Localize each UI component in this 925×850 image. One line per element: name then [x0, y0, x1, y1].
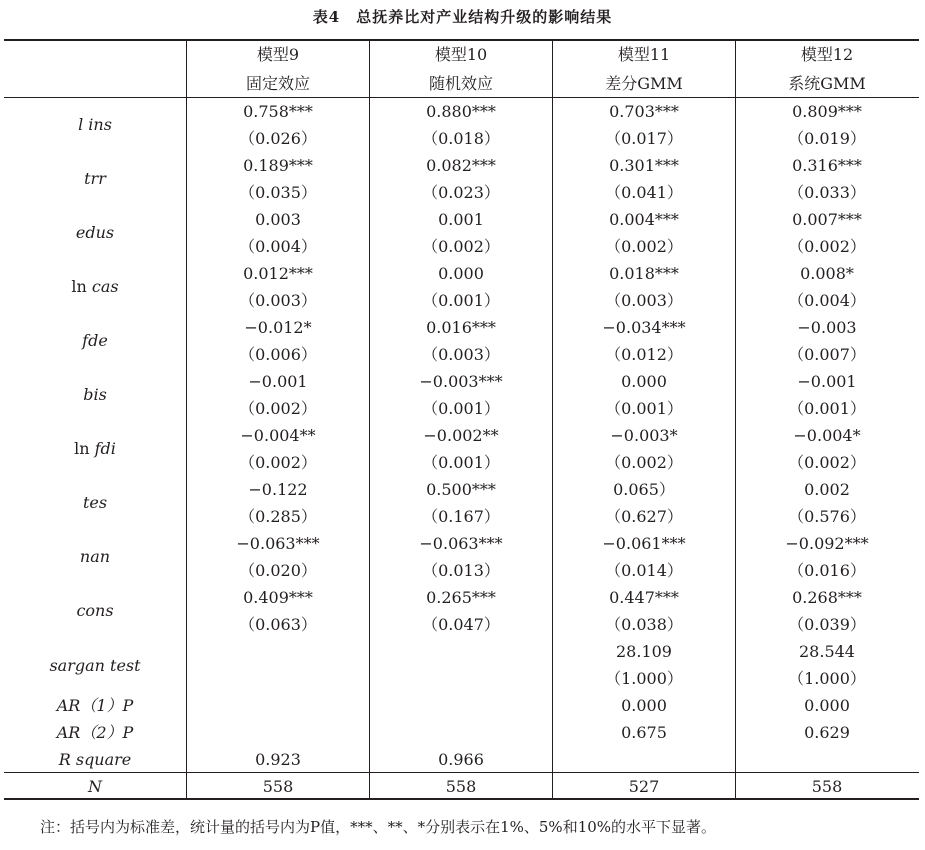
- std-error-cell: （0.020）: [239, 561, 317, 580]
- std-error-cell: （0.001）: [788, 399, 866, 418]
- std-error-cell: （0.002）: [239, 453, 317, 472]
- sargan-p: （1.000）: [605, 669, 683, 688]
- coefficient-cell: 0.880***: [426, 102, 496, 121]
- std-error-cell: （0.003）: [422, 345, 500, 364]
- sargan-value: [370, 638, 552, 665]
- row-label-variable: [4, 219, 186, 246]
- rsquare-value: [736, 746, 918, 773]
- column-header-method: 固定效应: [245, 74, 310, 93]
- std-error-cell: （0.001）: [422, 453, 500, 472]
- coefficient-cell: 0.082***: [426, 156, 496, 175]
- column-header-model: 模型9: [256, 45, 300, 64]
- std-error-cell: （0.576）: [788, 507, 866, 526]
- ar2-value: 0.629: [804, 723, 850, 742]
- row-label-ar1: AR（1）P: [56, 696, 134, 715]
- std-error-cell: （0.016）: [788, 561, 866, 580]
- row-label-variable: [4, 489, 186, 516]
- column-header-model: 模型11: [617, 45, 671, 64]
- coefficient-cell: −0.003***: [419, 372, 503, 391]
- coefficient-cell: 0.000: [438, 264, 484, 283]
- variable-name: l ins: [78, 115, 112, 134]
- coefficient-cell: 0.316***: [792, 156, 862, 175]
- coefficient-cell: −0.012*: [244, 318, 312, 337]
- std-error-cell: （0.167）: [422, 507, 500, 526]
- std-error-cell: （0.007）: [788, 345, 866, 364]
- rsquare-value: 0.923: [255, 750, 301, 769]
- row-label-variable: [4, 111, 186, 138]
- row-label-n: N: [88, 777, 102, 796]
- std-error-cell: （0.001）: [422, 399, 500, 418]
- ar2-value: 0.675: [621, 723, 667, 742]
- coefficient-cell: 0.002: [804, 480, 850, 499]
- std-error-cell: （0.033）: [788, 183, 866, 202]
- coefficient-cell: −0.122: [248, 480, 308, 499]
- ar1-value: [187, 692, 369, 719]
- table-note: 注：括号内为标准差，统计量的括号内为P值，***、**、*分别表示在1%、5%和10%的水平下显著。: [40, 818, 717, 836]
- coefficient-cell: 0.001: [438, 210, 484, 229]
- row-label-sargan: sargan test: [49, 656, 141, 675]
- rsquare-value: 0.966: [438, 750, 484, 769]
- coefficient-cell: 0.016***: [426, 318, 496, 337]
- variable-name: fde: [82, 331, 108, 350]
- n-value: 558: [811, 777, 843, 796]
- variable-name: trr: [84, 169, 106, 188]
- std-error-cell: （0.001）: [605, 399, 683, 418]
- variable-prefix: ln: [71, 277, 92, 296]
- ar1-value: [370, 692, 552, 719]
- coefficient-cell: −0.002**: [423, 426, 499, 445]
- row-label-rsquare: R square: [58, 750, 132, 769]
- column-header-method: 随机效应: [428, 74, 493, 93]
- coefficient-cell: −0.003*: [610, 426, 678, 445]
- row-label-variable: [4, 435, 186, 462]
- variable-name: bis: [83, 385, 107, 404]
- std-error-cell: （0.002）: [788, 453, 866, 472]
- std-error-cell: （0.038）: [605, 615, 683, 634]
- n-value: 527: [628, 777, 660, 796]
- row-label-variable: [4, 381, 186, 408]
- sargan-p: [370, 665, 552, 692]
- ar1-value: 0.000: [621, 696, 667, 715]
- std-error-cell: （0.014）: [605, 561, 683, 580]
- coefficient-cell: 0.758***: [243, 102, 313, 121]
- std-error-cell: （0.001）: [422, 291, 500, 310]
- coefficient-cell: 0.008*: [800, 264, 854, 283]
- std-error-cell: （0.003）: [239, 291, 317, 310]
- n-value: 558: [445, 777, 477, 796]
- rsquare-value: [553, 746, 735, 773]
- std-error-cell: （0.002）: [239, 399, 317, 418]
- coefficient-cell: −0.061***: [602, 534, 686, 553]
- row-label-variable: [4, 165, 186, 192]
- coefficient-cell: −0.003: [797, 318, 857, 337]
- sargan-value: 28.544: [799, 642, 855, 661]
- std-error-cell: （0.285）: [239, 507, 317, 526]
- coefficient-cell: 0.703***: [609, 102, 679, 121]
- coefficient-cell: 0.065）: [613, 480, 675, 499]
- variable-name: tes: [82, 493, 108, 512]
- coefficient-cell: 0.004***: [609, 210, 679, 229]
- std-error-cell: （0.047）: [422, 615, 500, 634]
- ar2-value: [370, 719, 552, 746]
- std-error-cell: （0.002）: [422, 237, 500, 256]
- coefficient-cell: −0.001: [248, 372, 308, 391]
- n-value: 558: [262, 777, 294, 796]
- row-label-variable: [4, 543, 186, 570]
- coefficient-cell: 0.301***: [609, 156, 679, 175]
- variable-name: nan: [79, 547, 111, 566]
- std-error-cell: （0.004）: [239, 237, 317, 256]
- coefficient-cell: 0.409***: [243, 588, 313, 607]
- row-label-variable: [4, 273, 186, 300]
- std-error-cell: （0.012）: [605, 345, 683, 364]
- std-error-cell: （0.063）: [239, 615, 317, 634]
- coefficient-cell: 0.000: [621, 372, 667, 391]
- coefficient-cell: 0.189***: [243, 156, 313, 175]
- std-error-cell: （0.627）: [605, 507, 683, 526]
- row-label-ar2: AR（2）P: [56, 723, 134, 742]
- coefficient-cell: 0.012***: [243, 264, 313, 283]
- column-header-method: 差分GMM: [605, 74, 683, 93]
- coefficient-cell: 0.500***: [426, 480, 496, 499]
- variable-name: edus: [75, 223, 115, 242]
- row-label-variable: [4, 597, 186, 624]
- coefficient-cell: −0.004**: [240, 426, 316, 445]
- std-error-cell: （0.023）: [422, 183, 500, 202]
- column-header-method: 系统GMM: [788, 74, 866, 93]
- std-error-cell: （0.006）: [239, 345, 317, 364]
- std-error-cell: （0.039）: [788, 615, 866, 634]
- coefficient-cell: 0.003: [255, 210, 301, 229]
- sargan-value: 28.109: [616, 642, 672, 661]
- coefficient-cell: −0.063***: [419, 534, 503, 553]
- std-error-cell: （0.002）: [605, 453, 683, 472]
- coefficient-cell: 0.265***: [426, 588, 496, 607]
- coefficient-cell: −0.063***: [236, 534, 320, 553]
- std-error-cell: （0.018）: [422, 129, 500, 148]
- std-error-cell: （0.019）: [788, 129, 866, 148]
- std-error-cell: （0.017）: [605, 129, 683, 148]
- sargan-p: [187, 665, 369, 692]
- coefficient-cell: 0.809***: [792, 102, 862, 121]
- std-error-cell: （0.002）: [605, 237, 683, 256]
- variable-name: cons: [76, 601, 114, 620]
- sargan-value: [187, 638, 369, 665]
- std-error-cell: （0.035）: [239, 183, 317, 202]
- std-error-cell: （0.026）: [239, 129, 317, 148]
- coefficient-cell: 0.268***: [792, 588, 862, 607]
- table-title: 表4 总抚养比对产业结构升级的影响结果: [312, 8, 613, 26]
- variable-name: fdi: [94, 439, 116, 458]
- coefficient-cell: −0.092***: [785, 534, 869, 553]
- column-header-model: 模型12: [800, 45, 854, 64]
- std-error-cell: （0.003）: [605, 291, 683, 310]
- coefficient-cell: 0.007***: [792, 210, 862, 229]
- std-error-cell: （0.041）: [605, 183, 683, 202]
- sargan-p: （1.000）: [788, 669, 866, 688]
- coefficient-cell: 0.018***: [609, 264, 679, 283]
- row-label-variable: [4, 327, 186, 354]
- std-error-cell: （0.002）: [788, 237, 866, 256]
- column-header-model: 模型10: [434, 45, 488, 64]
- variable-prefix: ln: [74, 439, 95, 458]
- coefficient-cell: −0.034***: [602, 318, 686, 337]
- std-error-cell: （0.013）: [422, 561, 500, 580]
- coefficient-cell: −0.004*: [793, 426, 861, 445]
- std-error-cell: （0.004）: [788, 291, 866, 310]
- ar2-value: [187, 719, 369, 746]
- coefficient-cell: −0.001: [797, 372, 857, 391]
- ar1-value: 0.000: [804, 696, 850, 715]
- coefficient-cell: 0.447***: [609, 588, 679, 607]
- variable-name: cas: [91, 277, 119, 296]
